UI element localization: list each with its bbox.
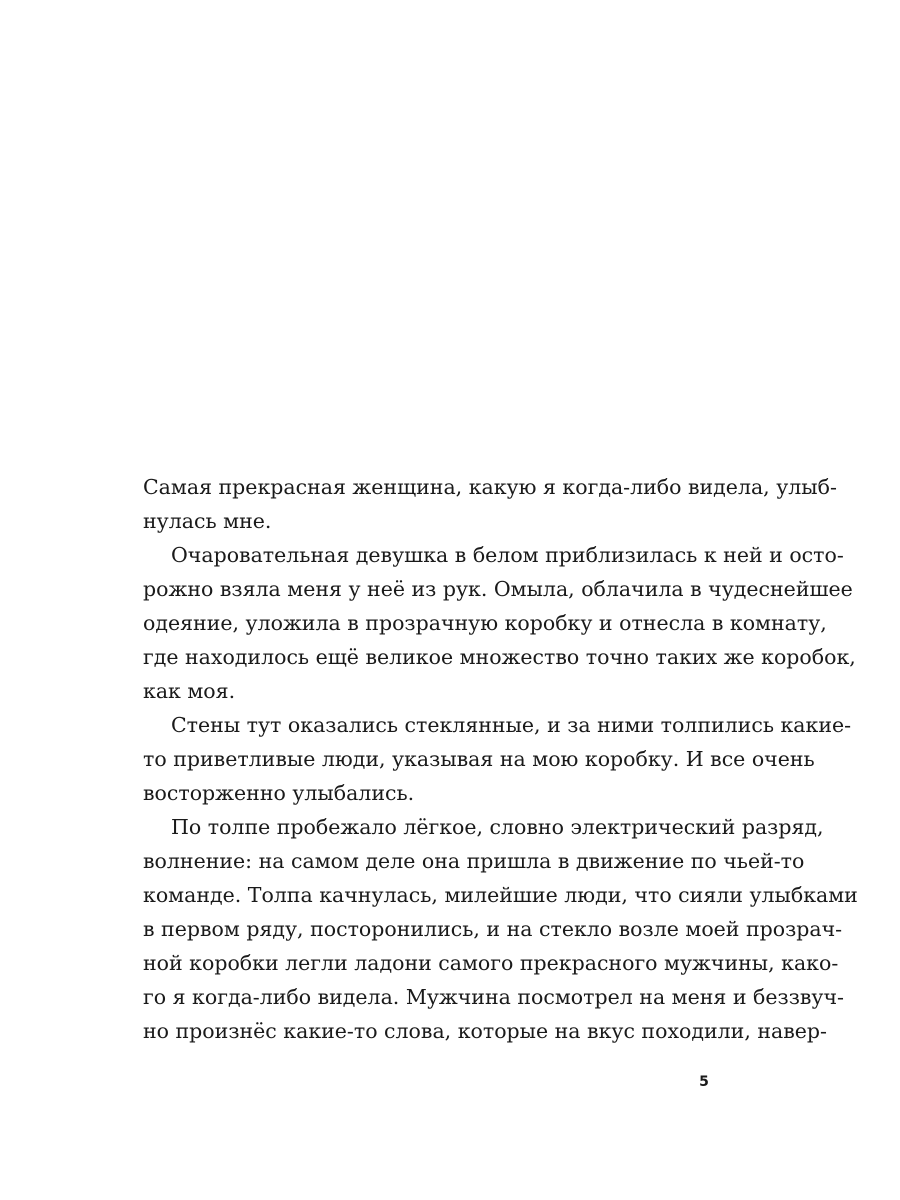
text-line: го я когда-либо видела. Мужчина посмотрел на меня и беззвуч- bbox=[143, 985, 844, 1009]
text-line: волнение: на самом деле она пришла в движение по чьей-то bbox=[143, 849, 805, 873]
text-line: где находилось ещё великое множество точно таких же коробок, bbox=[143, 645, 856, 669]
text-line: одеяние, уложила в прозрачную коробку и отнесла в комнату, bbox=[143, 611, 827, 635]
body-text bbox=[143, 470, 858, 1048]
text-line: то приветливые люди, указывая на мою коробку. И все очень bbox=[143, 747, 815, 771]
text-line: в первом ряду, посторонились, и на стекло возле моей прозрач- bbox=[143, 917, 843, 941]
text-line: Самая прекрасная женщина, какую я когда-либо видела, улыб- bbox=[143, 475, 837, 499]
text-line: как моя. bbox=[143, 679, 236, 703]
text-line: команде. Толпа качнулась, милейшие люди, что сияли улыбками bbox=[143, 883, 858, 907]
text-line: нулась мне. bbox=[143, 509, 272, 533]
text-line: Очаровательная девушка в белом приблизилась к ней и осто- bbox=[171, 543, 844, 567]
text-line: ной коробки легли ладони самого прекрасного мужчины, како- bbox=[143, 951, 839, 975]
text-line: но произнёс какие-то слова, которые на вкус походили, навер- bbox=[143, 1019, 827, 1043]
text-line: рожно взяла меня у неё из рук. Омыла, облачила в чудеснейшее bbox=[143, 577, 853, 601]
page-number: 5 bbox=[699, 1074, 709, 1090]
text-line: Стены тут оказались стеклянные, и за ними толпились какие- bbox=[171, 713, 852, 737]
text-line: восторженно улыбались. bbox=[143, 781, 415, 805]
text-line: По толпе пробежало лёгкое, словно электрический разряд, bbox=[171, 815, 824, 839]
